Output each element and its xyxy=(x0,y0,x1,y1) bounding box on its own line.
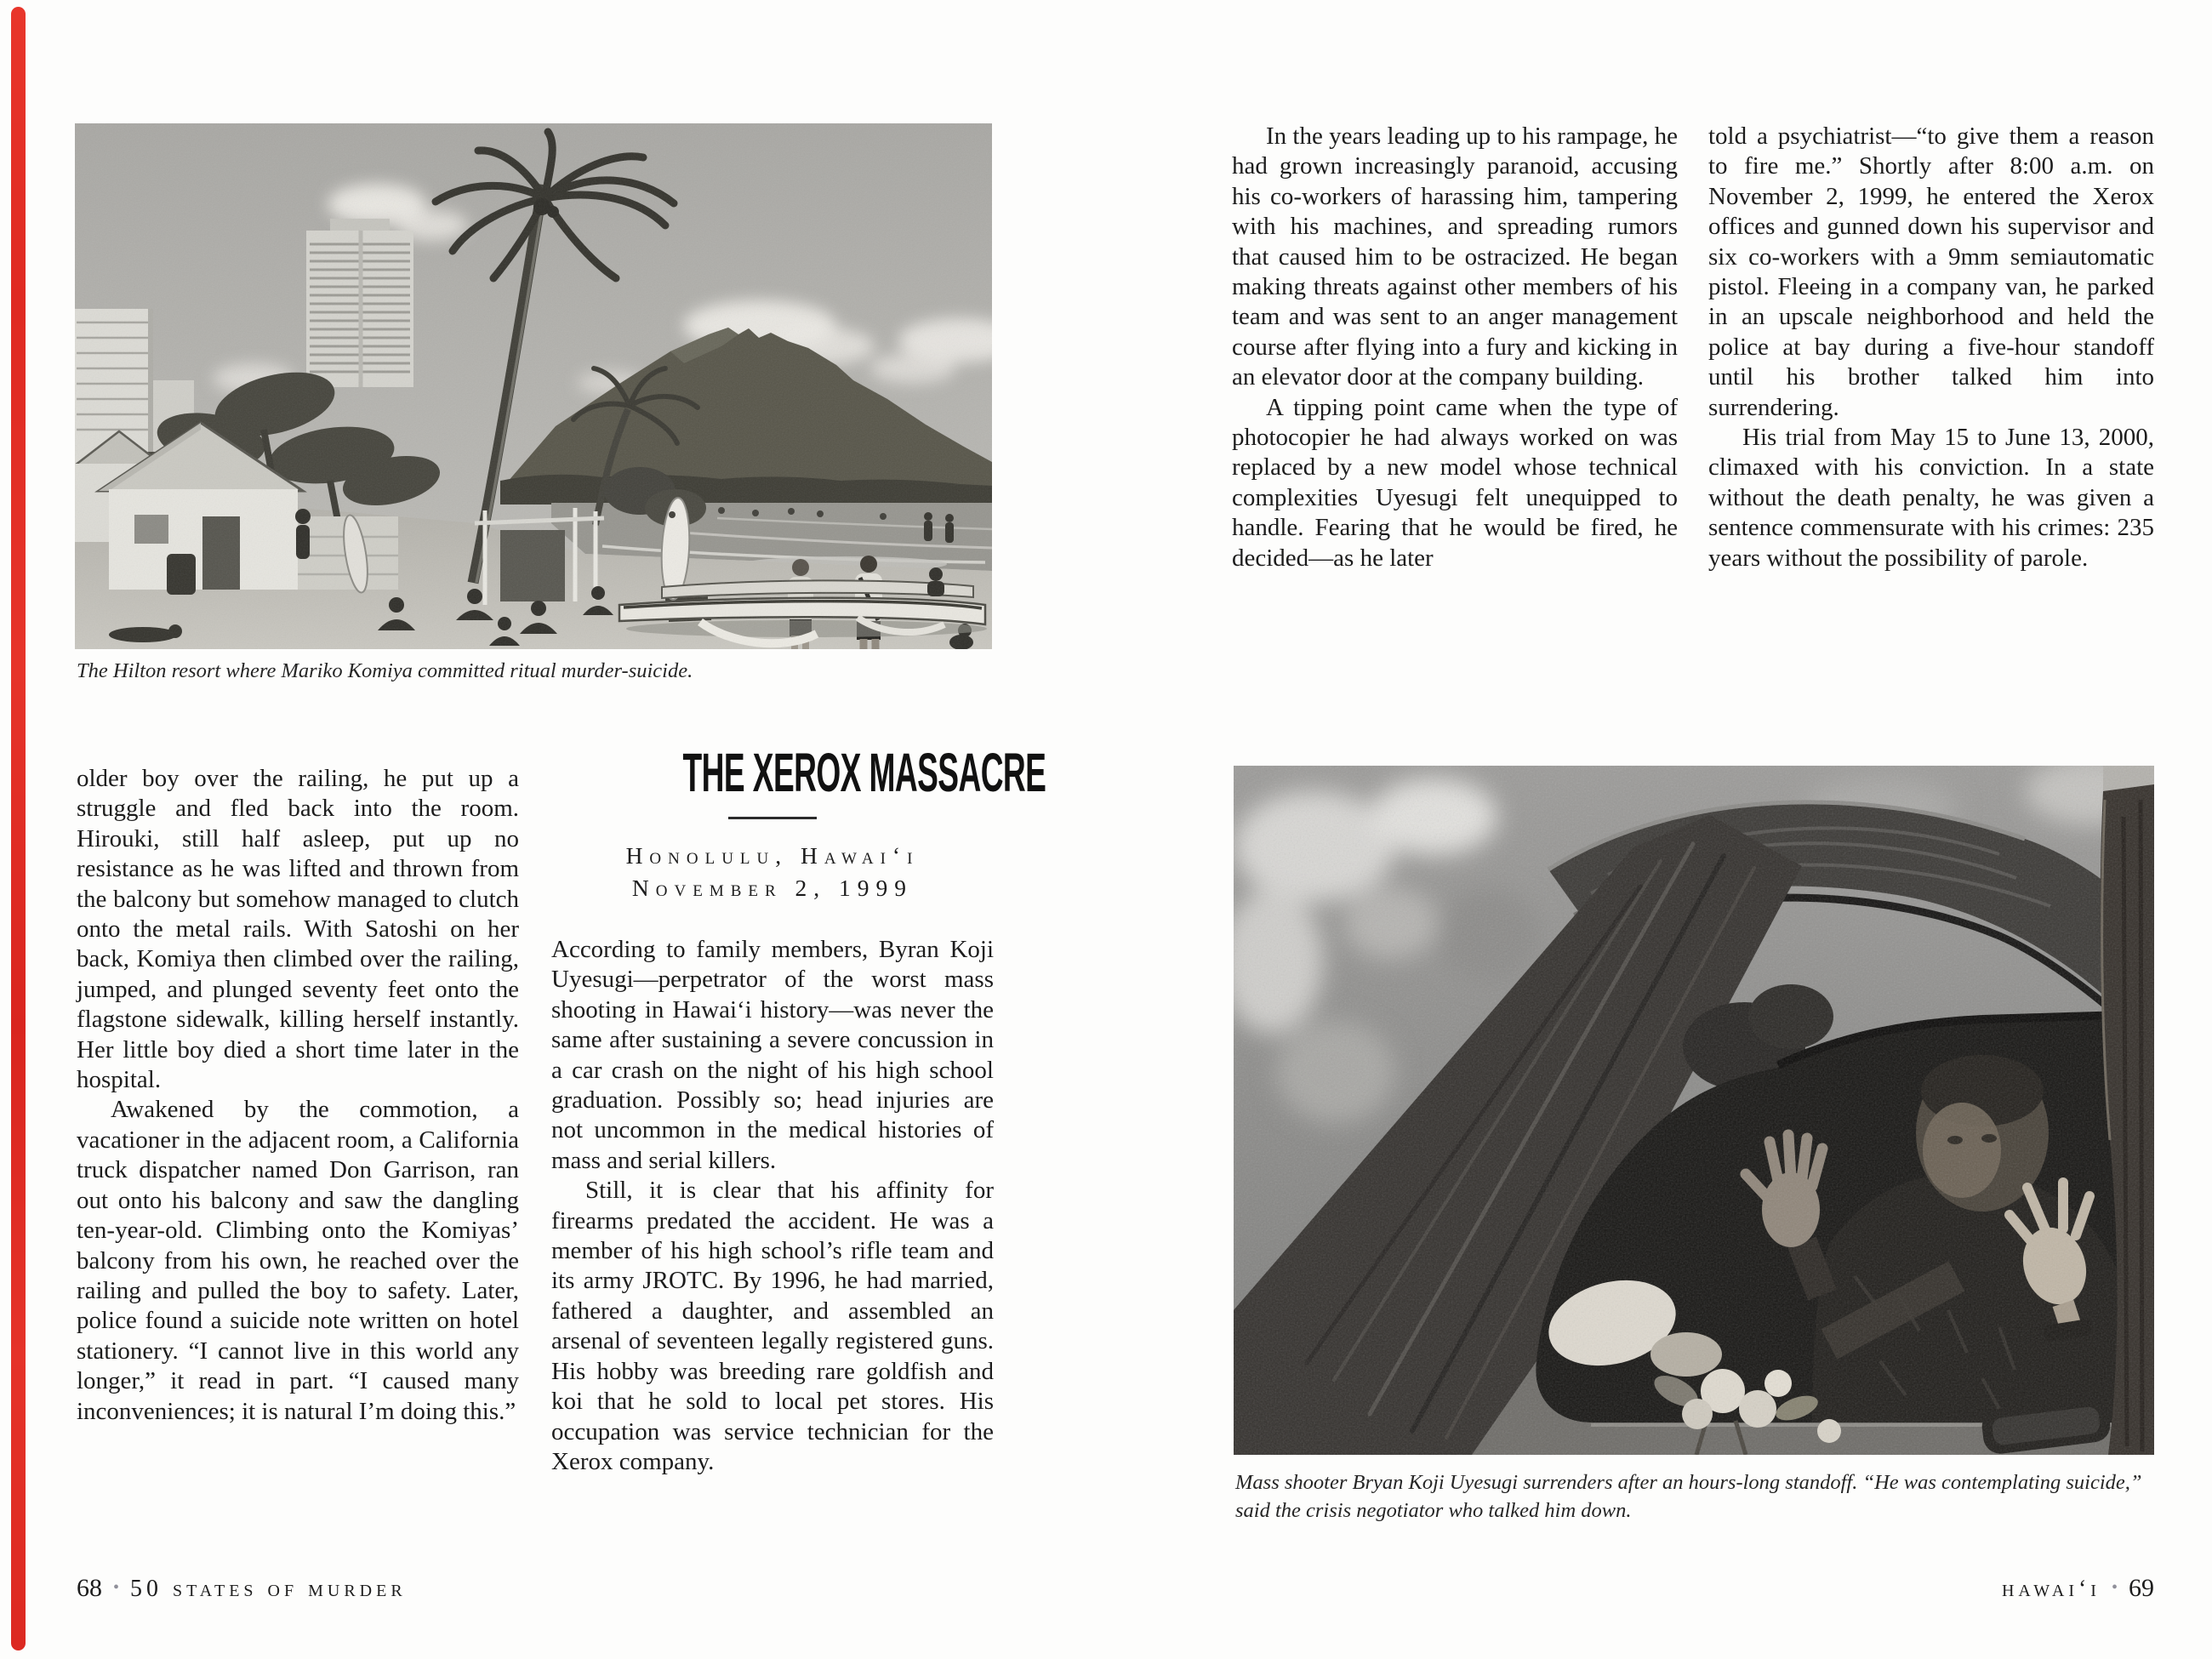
red-page-edge xyxy=(11,7,26,1650)
uyesugi-surrender-photo xyxy=(1234,766,2154,1455)
left-column-1 xyxy=(77,764,519,1427)
article-title: THE XEROX MASSACRE xyxy=(682,742,1046,803)
paragraph: A tipping point came when the type of photocopier he had always worked on was replaced by a new model whose technical complexities Uyesugi felt unequipped to handle. Fearing that he would be fired, he decided—as he later xyxy=(1232,393,1678,572)
page-number: 68 xyxy=(77,1574,102,1602)
left-photo-caption: The Hilton resort where Mariko Komiya committed ritual murder-suicide. xyxy=(77,659,693,682)
article xyxy=(551,742,1046,1477)
paragraph: Still, it is clear that his affinity for firearms predated the accident. He was a member of his high school’s rifle team and its army JROTC. By 1996, he had married, fathered a daughter, and assembled an arsenal of seventeen legally registered guns. His hobby was breeding rare goldfish and koi that he sold to local pet stores. His occupation was service technician for the Xerox company. xyxy=(551,1177,994,1475)
right-page-footer xyxy=(2002,1574,2154,1603)
paragraph: His trial from May 15 to June 13, 2000, climaxed with his conviction. In a state without the death penalty, he was given a sentence commensurate with his crimes: 235 years without the possibility of parole. xyxy=(1708,424,2154,572)
right-column-1 xyxy=(1232,122,1678,573)
paragraph: According to family members, Byran Koji Uyesugi—perpetrator of the worst mass shooting in Hawai‘i history—was never the same after sustaining a severe concussion in a car crash on the night of his high school graduation. Possibly so; head injuries are not uncommon in the medical histories of mass and serial killers. xyxy=(551,936,994,1174)
chapter-title: hawai‘i xyxy=(2001,1576,2101,1602)
title-divider xyxy=(728,817,817,819)
footer-bullet: • xyxy=(2111,1578,2118,1597)
page-number: 69 xyxy=(2129,1574,2154,1602)
paragraph: In the years leading up to his rampage, he had grown increasingly paranoid, accusing his co-workers of harassing him, tampering with his machines, and spreading rumors that caused him to be ostracized. He began making threats against other members of his team and was sent to an anger management course after flying into a fury and kicking in an elevator door at the company building. xyxy=(1232,123,1678,391)
photo-grain xyxy=(75,123,992,649)
article-date: November 2, 1999 xyxy=(631,875,914,901)
paragraph: told a psychiatrist—“to give them a reason to fire me.” Shortly after 8:00 a.m. on November 2, 1999, he entered the Xerox offices and gunned down his supervisor and six co-workers with a 9mm semiautomatic pistol. Fleeing in a company van, he parked in an upscale neighborhood and held the police at bay during a five-hour standoff until his brother talked him into surrendering. xyxy=(1708,123,2154,421)
right-column-2 xyxy=(1708,122,2154,573)
book-title: 50 states of murder xyxy=(130,1576,407,1602)
paragraph: Awakened by the commotion, a vacationer in the adjacent room, a California truck dispatcher named Don Garrison, ran out onto his balcony and saw the dangling ten-year-old. Climbing onto the Komiyas’ balcony from his own, he reached over the railing and pulled the boy to safety. Later, police found a suicide note written on hotel stationery. “I cannot live in this world any longer,” it read in part. “I caused many inconveniences; it is natural I’m doing this.” xyxy=(77,1096,519,1425)
footer-bullet: • xyxy=(113,1578,120,1597)
left-page-footer xyxy=(77,1574,407,1603)
article-location: Honolulu, Hawai‘i xyxy=(625,842,920,869)
photo-grain xyxy=(1234,766,2154,1455)
right-photo-caption: Mass shooter Bryan Koji Uyesugi surrenders after an hours-long standoff. “He was contemplating suicide,” said the crisis negotiator who talked him down. xyxy=(1235,1471,2142,1522)
hilton-beach-photo xyxy=(75,123,992,649)
paragraph: older boy over the railing, he put up a struggle and fled back into the room. Hirouki, still half asleep, put up no resistance as he was lifted and thrown from the balcony but somehow managed to clutch onto the metal rails. With Satoshi on her back, Komiya then climbed over the railing, jumped, and plunged seventy feet onto the flagstone sidewalk, killing herself instantly. Her little boy died a short time later in the hospital. xyxy=(77,765,519,1094)
